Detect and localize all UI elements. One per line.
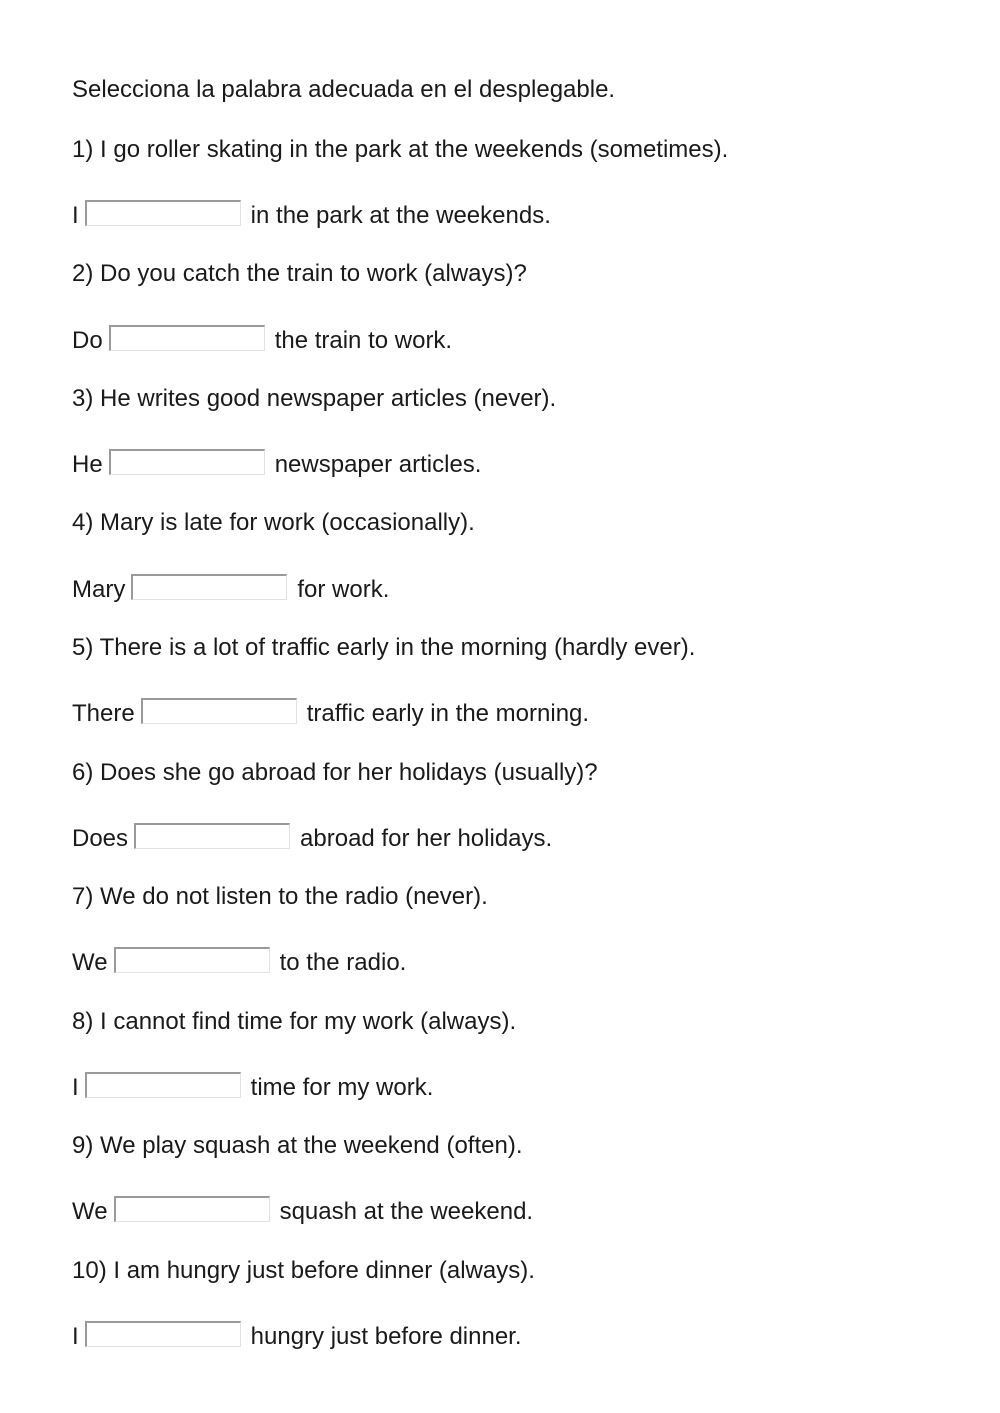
answer-line-2 [72,325,452,355]
answer-dropdown-5[interactable] [141,698,297,724]
answer-dropdown-10[interactable] [85,1321,241,1347]
answer-suffix-9: squash at the weekend. [279,1198,534,1225]
answer-suffix-3: newspaper articles. [274,451,482,478]
answer-prefix-3: He [72,451,103,478]
question-9: 9) We play squash at the weekend (often). [72,1132,523,1159]
answer-suffix-10: hungry just before dinner. [250,1323,522,1350]
answer-dropdown-8[interactable] [85,1072,241,1098]
answer-suffix-8: time for my work. [250,1074,434,1101]
question-7: 7) We do not listen to the radio (never). [72,883,488,910]
answer-dropdown-4[interactable] [131,574,287,600]
answer-line-1 [72,200,551,230]
answer-suffix-1: in the park at the weekends. [250,202,551,229]
answer-prefix-8: I [72,1074,79,1101]
question-3: 3) He writes good newspaper articles (never). [72,385,557,412]
answer-suffix-4: for work. [297,576,390,603]
question-6: 6) Does she go abroad for her holidays (usually)? [72,759,598,786]
answer-prefix-2: Do [72,327,103,354]
answer-prefix-5: There [72,700,135,727]
answer-line-8 [72,1072,433,1102]
answer-suffix-6: abroad for her holidays. [300,825,553,852]
answer-dropdown-9[interactable] [114,1196,270,1222]
answer-line-9 [72,1196,533,1226]
answer-dropdown-3[interactable] [109,449,265,475]
answer-dropdown-1[interactable] [85,200,241,226]
answer-dropdown-6[interactable] [134,823,290,849]
answer-prefix-1: I [72,202,79,229]
answer-line-6 [72,823,552,853]
instruction-text: Selecciona la palabra adecuada en el desplegable. [72,76,616,103]
question-2: 2) Do you catch the train to work (always)? [72,260,527,287]
answer-dropdown-7[interactable] [114,947,270,973]
answer-suffix-2: the train to work. [274,327,453,354]
answer-line-3 [72,449,481,479]
answer-line-10 [72,1321,522,1351]
answer-dropdown-2[interactable] [109,325,265,351]
answer-prefix-9: We [72,1198,108,1225]
answer-prefix-4: Mary [72,576,126,603]
answer-suffix-5: traffic early in the morning. [306,700,590,727]
answer-prefix-7: We [72,949,108,976]
question-4: 4) Mary is late for work (occasionally). [72,509,475,536]
answer-line-5 [72,698,589,728]
answer-suffix-7: to the radio. [279,949,407,976]
answer-prefix-10: I [72,1323,79,1350]
answer-prefix-6: Does [72,825,129,852]
question-8: 8) I cannot find time for my work (always). [72,1008,517,1035]
question-1: 1) I go roller skating in the park at the weekends (sometimes). [72,136,729,163]
answer-line-4 [72,574,389,604]
answer-line-7 [72,947,406,977]
question-5: 5) There is a lot of traffic early in the morning (hardly ever). [72,634,696,661]
question-10: 10) I am hungry just before dinner (always). [72,1257,535,1284]
